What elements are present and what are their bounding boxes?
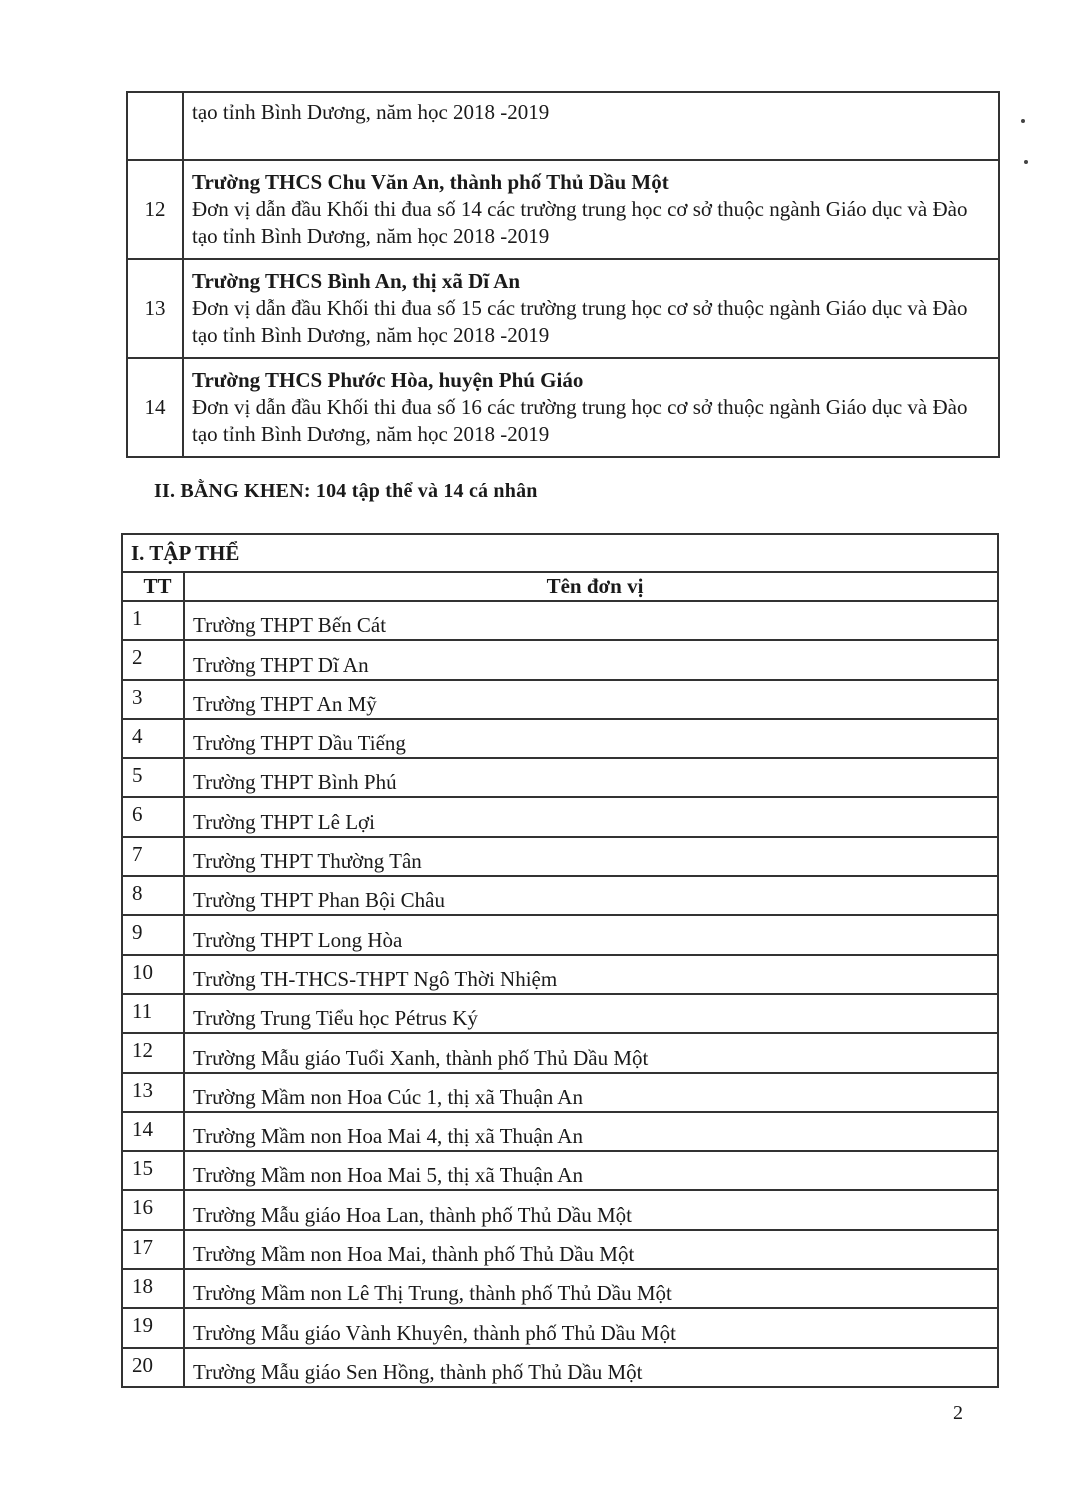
unit-description: Đơn vị dẫn đầu Khối thi đua số 16 các trường trung học cơ sở thuộc ngành Giáo dục và Đào tạo tỉnh Bình Dương, năm học 2018 -2019	[192, 394, 968, 446]
unit-name: Trường TH-THCS-THPT Ngô Thời Nhiệm	[184, 955, 998, 994]
table-row	[122, 915, 998, 954]
unit-name: Trường Mầm non Hoa Mai 5, thị xã Thuận An	[184, 1151, 998, 1190]
unit-name: Trường THPT Dĩ An	[184, 640, 998, 679]
row-number: 20	[122, 1348, 184, 1387]
table-row	[122, 1033, 998, 1072]
unit-name: Trường Mẫu giáo Sen Hồng, thành phố Thủ Dầu Một	[184, 1348, 998, 1387]
table-row	[127, 92, 999, 160]
table-row	[122, 719, 998, 758]
unit-name: Trường Mầm non Hoa Cúc 1, thị xã Thuận An	[184, 1073, 998, 1112]
row-number: 15	[122, 1151, 184, 1190]
unit-name: Trường THPT Bình Phú	[184, 758, 998, 797]
unit-name: Trường Mẫu giáo Hoa Lan, thành phố Thủ Dầu Một	[184, 1190, 998, 1229]
table-row	[122, 640, 998, 679]
table-row	[122, 1151, 998, 1190]
table-row	[122, 601, 998, 640]
table-row	[122, 1073, 998, 1112]
unit-name: Trường THPT An Mỹ	[184, 680, 998, 719]
table-row	[127, 160, 999, 259]
row-number: 12	[122, 1033, 184, 1072]
table-section-row	[122, 534, 998, 572]
row-number: 8	[122, 876, 184, 915]
table-row	[122, 1230, 998, 1269]
unit-name: Trường Mầm non Hoa Mai 4, thị xã Thuận An	[184, 1112, 998, 1151]
row-number: 17	[122, 1230, 184, 1269]
table-row	[122, 994, 998, 1033]
table-row	[122, 955, 998, 994]
table-row	[122, 1269, 998, 1308]
row-number: 3	[122, 680, 184, 719]
row-number: 10	[122, 955, 184, 994]
row-number: 12	[127, 160, 183, 259]
row-number: 1	[122, 601, 184, 640]
table-row	[122, 876, 998, 915]
row-number: 16	[122, 1190, 184, 1229]
table-row	[122, 1348, 998, 1387]
table-row	[122, 797, 998, 836]
unit-name: Trường THPT Thường Tân	[184, 837, 998, 876]
row-number: 14	[122, 1112, 184, 1151]
row-number: 9	[122, 915, 184, 954]
page-number: 2	[953, 1402, 963, 1424]
table-row	[122, 1190, 998, 1229]
unit-name: Trường Trung Tiểu học Pétrus Ký	[184, 994, 998, 1033]
column-header-tt: TT	[122, 572, 184, 601]
table-row	[127, 259, 999, 358]
row-number	[127, 92, 183, 160]
unit-name: Trường THPT Bến Cát	[184, 601, 998, 640]
section-title: I. TẬP THỂ	[122, 534, 998, 572]
table-header-row	[122, 572, 998, 601]
unit-name: Trường THPT Long Hòa	[184, 915, 998, 954]
row-number: 7	[122, 837, 184, 876]
unit-name: Trường Mẫu giáo Tuổi Xanh, thành phố Thủ Dầu Một	[184, 1033, 998, 1072]
section-heading: II. BẰNG KHEN: 104 tập thể và 14 cá nhân	[154, 480, 538, 502]
row-number: 13	[122, 1073, 184, 1112]
row-number: 14	[127, 358, 183, 457]
scan-speck	[1021, 119, 1025, 123]
unit-name: Trường THPT Dầu Tiếng	[184, 719, 998, 758]
row-number: 4	[122, 719, 184, 758]
continuation-table	[126, 91, 1000, 458]
table-row	[122, 837, 998, 876]
table-row	[122, 1308, 998, 1347]
unit-name: Trường Mẫu giáo Vành Khuyên, thành phố Thủ Dầu Một	[184, 1308, 998, 1347]
unit-name: Trường THPT Phan Bội Châu	[184, 876, 998, 915]
table-row	[127, 358, 999, 457]
row-number: 13	[127, 259, 183, 358]
row-number: 19	[122, 1308, 184, 1347]
row-text: tạo tỉnh Bình Dương, năm học 2018 -2019	[183, 92, 999, 160]
table-row	[122, 758, 998, 797]
table-row	[122, 680, 998, 719]
row-number: 5	[122, 758, 184, 797]
table-row	[122, 1112, 998, 1151]
unit-title: Trường THCS Bình An, thị xã Dĩ An	[192, 268, 521, 293]
row-number: 2	[122, 640, 184, 679]
row-number: 6	[122, 797, 184, 836]
unit-name: Trường Mầm non Hoa Mai, thành phố Thủ Dầu Một	[184, 1230, 998, 1269]
unit-name: Trường THPT Lê Lợi	[184, 797, 998, 836]
collective-table	[121, 533, 999, 1388]
unit-title: Trường THCS Phước Hòa, huyện Phú Giáo	[192, 367, 584, 392]
unit-description: Đơn vị dẫn đầu Khối thi đua số 14 các trường trung học cơ sở thuộc ngành Giáo dục và Đào tạo tỉnh Bình Dương, năm học 2018 -2019	[192, 196, 968, 248]
unit-name: Trường Mầm non Lê Thị Trung, thành phố Thủ Dầu Một	[184, 1269, 998, 1308]
row-number: 11	[122, 994, 184, 1033]
scan-speck	[1024, 160, 1028, 164]
unit-description: Đơn vị dẫn đầu Khối thi đua số 15 các trường trung học cơ sở thuộc ngành Giáo dục và Đào tạo tỉnh Bình Dương, năm học 2018 -2019	[192, 295, 968, 347]
unit-title: Trường THCS Chu Văn An, thành phố Thủ Dầu Một	[192, 169, 669, 194]
column-header-name: Tên đơn vị	[184, 572, 998, 601]
row-number: 18	[122, 1269, 184, 1308]
